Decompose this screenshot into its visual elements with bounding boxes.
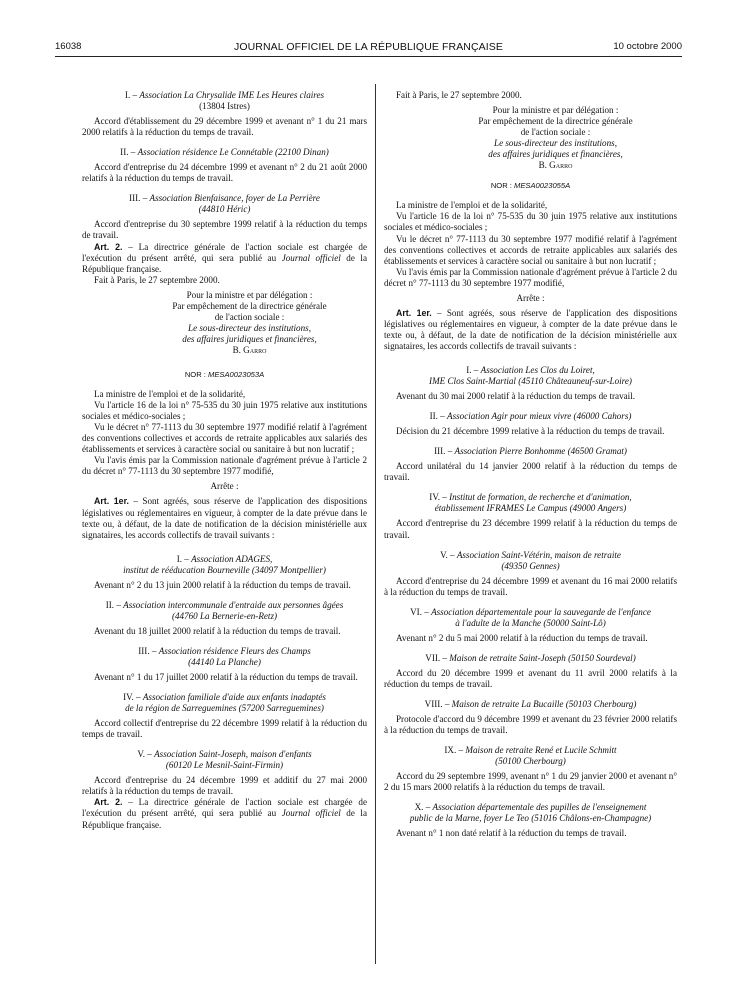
signature-date: Fait à Paris, le 27 septembre 2000. bbox=[396, 90, 522, 100]
article-paragraph: Art. 1er. – Sont agréés, sous réserve de l'application des dispositions législatives ou réglementaires en vigueur, à compter de la date prévue dans le texte ou, à défaut, de la date de notification de la décision ministérielle aux signataires, les accords collectifs de travail suivants : bbox=[384, 307, 677, 351]
signatory-name: B. Garro bbox=[232, 344, 267, 355]
header-rule bbox=[55, 56, 682, 57]
section-heading: IX. – Maison de retraite René et Lucile Schmitt bbox=[444, 745, 617, 756]
signature-date: Fait à Paris, le 27 septembre 2000. bbox=[94, 274, 220, 285]
section-heading-line2: (60120 Le Mesnil-Saint-Firmin) bbox=[165, 760, 284, 771]
page-number: 16038 bbox=[55, 41, 82, 52]
signatory-name: B. Garro bbox=[538, 160, 573, 171]
section-heading: III. – Association résidence Fleurs des Champs bbox=[138, 645, 311, 656]
page-header bbox=[55, 41, 682, 55]
section-body: Accord d'entreprise du 24 décembre 1999 et additif du 27 mai 2000 relatifs à la réduction du temps de travail. bbox=[82, 775, 367, 797]
section-heading: III. – Association Bienfaisance, foyer de La Perrière bbox=[129, 193, 320, 204]
section-heading: I. – Association Les Clos du Loiret, bbox=[466, 364, 595, 375]
section-heading-line2: (50100 Cherbourg) bbox=[495, 756, 566, 767]
section-heading: I. – Association La Chrysalide IME Les Heures claires bbox=[124, 90, 325, 100]
section-body: Accord d'entreprise du 24 décembre 1999 et avenant du 16 mai 2000 relatifs à la réduction du temps de travail. bbox=[384, 575, 677, 597]
arrete-label: Arrête : bbox=[210, 481, 239, 492]
right-column bbox=[384, 90, 677, 839]
preamble: Vu l'article 16 de la loi n° 75-535 du 30 juin 1975 relative aux institutions sociales et médico-sociales ; bbox=[384, 211, 677, 233]
article-paragraph: Art. 2. – La directrice générale de l'action sociale est chargée de l'exécution du présent arrêté, qui sera publié au Journal officiel de la République française. bbox=[82, 241, 367, 274]
preamble: Vu l'avis émis par la Commission nationale d'agrément prévue à l'article 2 du décret n° 77-1113 du 30 septembre 1977 modifié, bbox=[384, 266, 677, 288]
preamble: La ministre de l'emploi et de la solidarité, bbox=[94, 389, 246, 400]
issue-date: 10 octobre 2000 bbox=[613, 41, 682, 52]
section-body: Avenant n° 2 du 13 juin 2000 relatif à la réduction du temps de travail. bbox=[94, 579, 351, 590]
section-body: Avenant du 30 mai 2000 relatif à la réduction du temps de travail. bbox=[396, 391, 635, 402]
nor-reference: NOR : MESA0023053A bbox=[184, 369, 265, 379]
preamble: Vu l'avis émis par la Commission nationale d'agrément prévue à l'article 2 du décret n° 77-1113 du 30 septembre 1977 modifié, bbox=[82, 455, 367, 477]
section-heading-line2: à l'adulte de la Manche (50000 Saint-Lô) bbox=[455, 617, 606, 628]
section-heading: II. – Association intercommunale d'entraide aux personnes âgées bbox=[105, 599, 344, 610]
preamble: La ministre de l'emploi et de la solidarité, bbox=[396, 200, 548, 211]
section-heading: V. – Association Saint-Joseph, maison d'enfants bbox=[137, 749, 312, 760]
nor-reference: NOR : MESA0023055A bbox=[490, 181, 571, 191]
section-body: Accord d'entreprise du 24 décembre 1999 et avenant n° 2 du 21 août 2000 relatifs à la réduction du temps de travail. bbox=[82, 162, 367, 184]
section-heading-line2: IME Clos Saint-Martial (45110 Châteauneuf-sur-Loire) bbox=[429, 376, 632, 387]
section-heading: II. – Association résidence Le Connétable (22100 Dinan) bbox=[120, 147, 329, 158]
section-heading-line2: institut de rééducation Bourneville (34097 Montpellier) bbox=[123, 564, 326, 575]
section-heading: VI. – Association départementale pour la sauvegarde de l'enfance bbox=[410, 606, 651, 617]
left-column bbox=[82, 90, 367, 831]
section-body: Accord collectif d'entreprise du 22 décembre 1999 relatif à la réduction du temps de travail. bbox=[82, 718, 367, 740]
preamble: Vu le décret n° 77-1113 du 30 septembre 1977 modifié relatif à l'agrément des conventions collectives et accords de retraite applicables aux salariés des établissements et services à caractère social ou sanitaire à but non lucratif ; bbox=[384, 233, 677, 266]
section-body: Avenant n° 1 du 17 juillet 2000 relatif à la réduction du temps de travail. bbox=[94, 672, 358, 683]
signature-block: Pour la ministre et par délégation : Par empêchement de la directrice générale de l'action sociale : Le sous-directeur des institutions, des affaires juridiques et financières, B. Garro bbox=[132, 290, 367, 356]
section-heading: IV. – Association familiale d'aide aux enfants inadaptés bbox=[123, 692, 326, 703]
section-body: Accord d'établissement du 29 décembre 1999 et avenant n° 1 du 21 mars 2000 relatifs à la réduction du temps de travail. bbox=[82, 116, 367, 138]
section-heading-line2: (13804 Istres) bbox=[199, 101, 250, 112]
section-heading: I. – Association ADAGES, bbox=[176, 553, 273, 564]
section-heading: V. – Association Saint-Vétérin, maison de retraite bbox=[440, 549, 621, 560]
section-heading-line2: (44810 Héric) bbox=[198, 204, 251, 215]
column-divider bbox=[375, 84, 376, 964]
section-body: Accord d'entreprise du 23 décembre 1999 relatif à la réduction du temps de travail. bbox=[384, 518, 677, 540]
section-heading: III. – Association Pierre Bonhomme (46500 Gramat) bbox=[434, 446, 627, 457]
section-heading-line2: établissement IFRAMES Le Campus (49000 Angers) bbox=[434, 503, 627, 514]
preamble: Vu le décret n° 77-1113 du 30 septembre 1977 modifié relatif à l'agrément des conventions collectives et accords de retraite applicables aux salariés des établissements et services à caractère social ou sanitaire à but non lucratif ; bbox=[82, 422, 367, 455]
section-heading: II. – Association Agir pour mieux vivre (46000 Cahors) bbox=[429, 411, 632, 422]
arrete-label: Arrête : bbox=[516, 292, 545, 303]
section-body: Accord du 20 décembre 1999 et avenant du 11 avril 2000 relatifs à la réduction du temps de travail. bbox=[384, 667, 677, 689]
section-body: Accord du 29 septembre 1999, avenant n° 1 du 29 janvier 2000 et avenant n° 2 du 15 mars 2000 relatifs à la réduction du temps de travail. bbox=[384, 771, 677, 793]
section-heading-line2: (44760 La Bernerie-en-Retz) bbox=[171, 610, 278, 621]
section-heading: IV. – Institut de formation, de recherche et d'animation, bbox=[429, 492, 632, 503]
article-paragraph: Art. 2. – La directrice générale de l'action sociale est chargée de l'exécution du présent arrêté, qui sera publié au Journal officiel de la République française. bbox=[82, 797, 367, 830]
section-body: Avenant n° 2 du 5 mai 2000 relatif à la réduction du temps de travail. bbox=[396, 632, 648, 643]
section-heading: VII. – Maison de retraite Saint-Joseph (50150 Sourdeval) bbox=[425, 652, 636, 663]
section-body: Décision du 21 décembre 1999 relative à la réduction du temps de travail. bbox=[396, 426, 665, 437]
article-paragraph: Art. 1er. – Sont agréés, sous réserve de l'application des dispositions législatives ou réglementaires en vigueur, à compter de la date prévue dans le texte ou, à défaut, de la date de notification de la décision ministérielle aux signataires, les accords collectifs de travail suivants : bbox=[82, 496, 367, 540]
section-body: Avenant du 18 juillet 2000 relatif à la réduction du temps de travail. bbox=[94, 625, 341, 636]
journal-title: JOURNAL OFFICIEL DE LA RÉPUBLIQUE FRANÇAISE bbox=[234, 41, 503, 53]
section-body: Avenant n° 1 non daté relatif à la réduction du temps de travail. bbox=[396, 828, 627, 839]
signature-block: Pour la ministre et par délégation : Par empêchement de la directrice générale de l'action sociale : Le sous-directeur des institutions, des affaires juridiques et financières, B. Garro bbox=[434, 105, 677, 171]
section-heading: VIII. – Maison de retraite La Bucaille (50103 Cherbourg) bbox=[424, 699, 637, 710]
section-heading-line2: public de la Marne, foyer Le Teo (51016 Châlons-en-Champagne) bbox=[409, 813, 652, 824]
section-body: Protocole d'accord du 9 décembre 1999 et avenant du 23 février 2000 relatifs à la réduction du temps de travail. bbox=[384, 714, 677, 736]
section-body: Accord unilatéral du 14 janvier 2000 relatif à la réduction du temps de travail. bbox=[384, 461, 677, 483]
section-body: Accord d'entreprise du 30 septembre 1999 relatif à la réduction du temps de travail. bbox=[82, 219, 367, 241]
preamble: Vu l'article 16 de la loi n° 75-535 du 30 juin 1975 relative aux institutions sociales et médico-sociales ; bbox=[82, 400, 367, 422]
section-heading-line2: (49350 Gennes) bbox=[501, 560, 560, 571]
section-heading-line2: de la région de Sarreguemines (57200 Sarreguemines) bbox=[125, 703, 324, 714]
section-heading: X. – Association départementale des pupilles de l'enseignement bbox=[414, 802, 647, 813]
section-heading-line2: (44140 La Planche) bbox=[188, 656, 261, 667]
